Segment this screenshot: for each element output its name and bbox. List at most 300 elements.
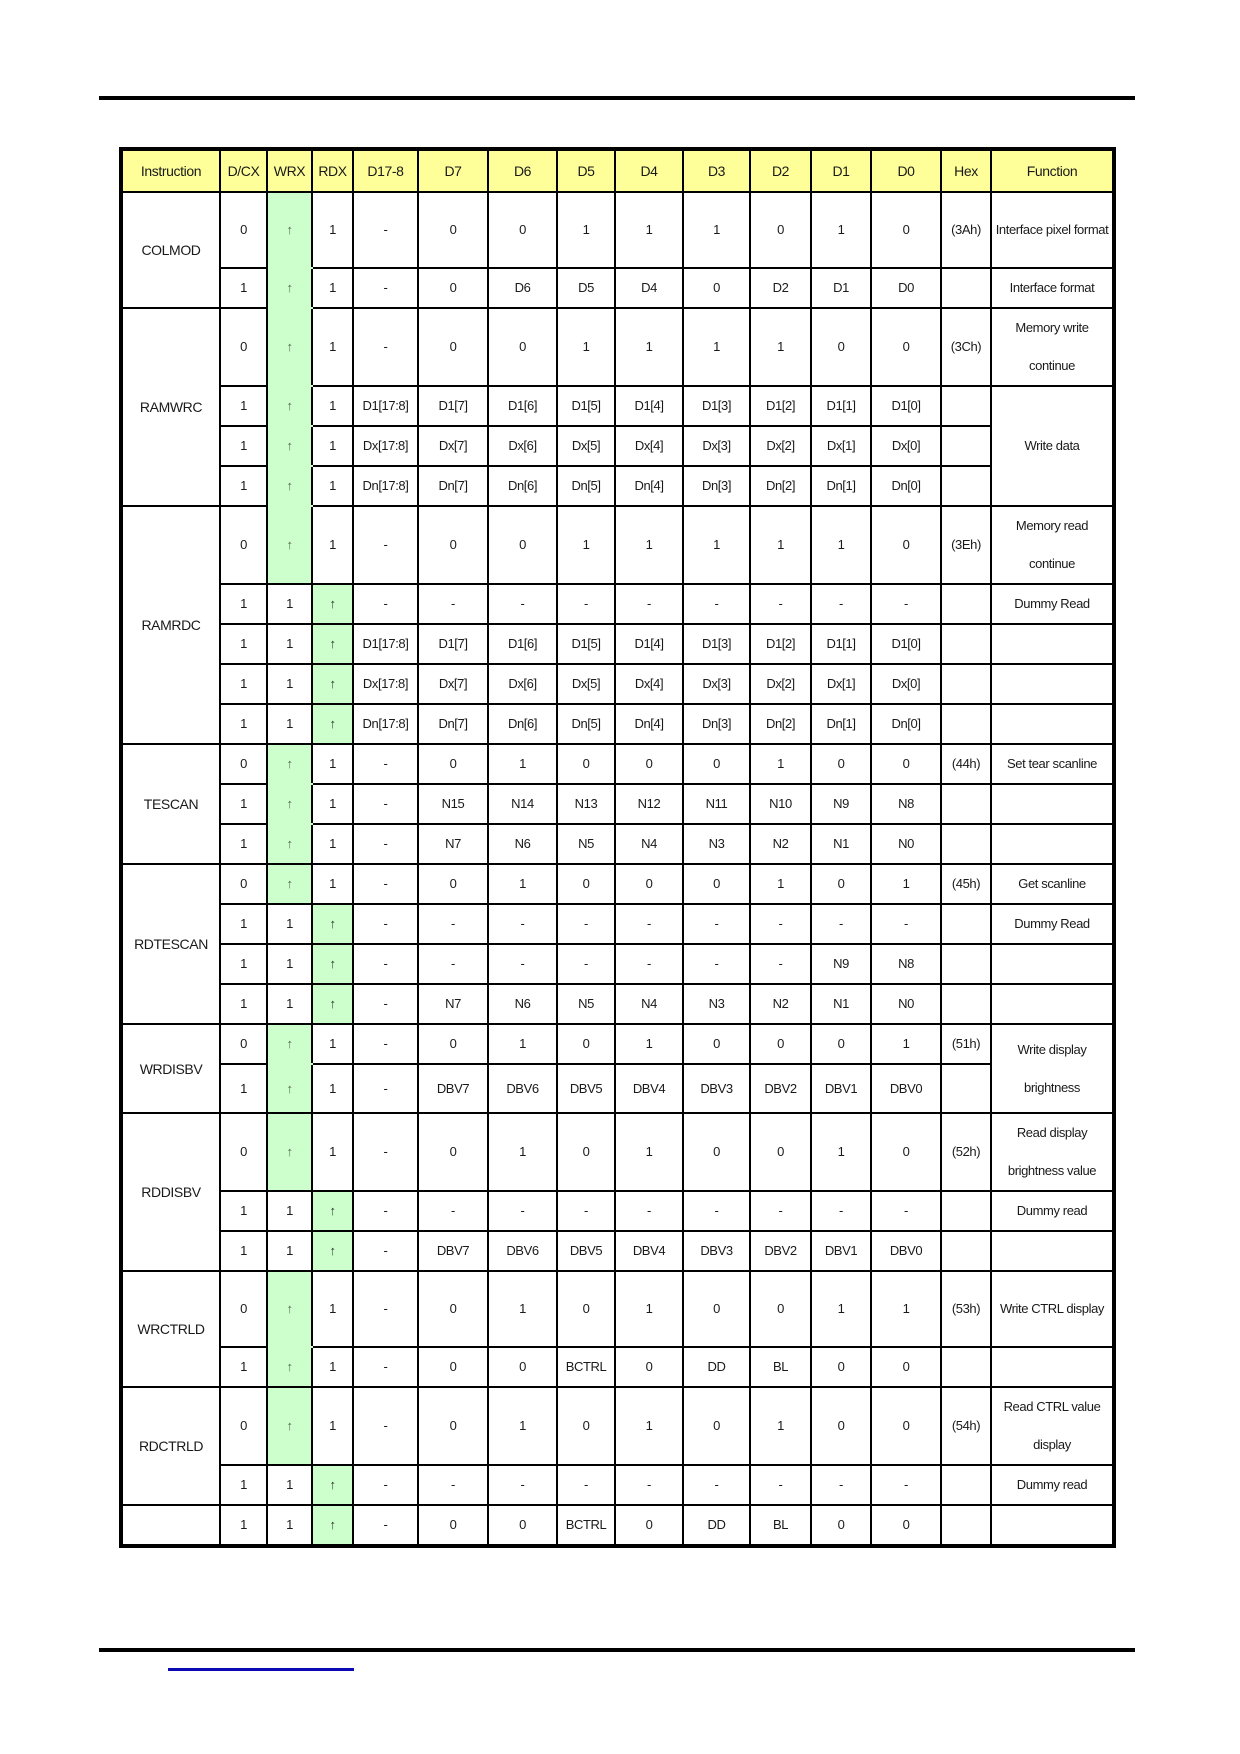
- cell-d5: -: [557, 944, 615, 984]
- header-hex: Hex: [941, 149, 991, 192]
- hex-code: (54h): [941, 1387, 991, 1465]
- function-description: Memory write continue: [991, 308, 1114, 386]
- table-row: [121, 1191, 1114, 1231]
- cell-d3: N11: [683, 784, 750, 824]
- cell-d17-8: -: [353, 1271, 418, 1347]
- cell-d7: -: [418, 904, 488, 944]
- hex-code: (45h): [941, 864, 991, 904]
- cell-d1: D1[1]: [811, 624, 871, 664]
- wrx-strobe-arrow-icon: ↑: [267, 466, 312, 506]
- wrx-strobe-arrow-icon: ↑: [267, 1024, 312, 1064]
- function-description: [991, 624, 1114, 664]
- wrx-strobe-arrow-icon: ↑: [267, 864, 312, 904]
- cell-d6: 0: [488, 1347, 557, 1387]
- cell-d2: N10: [750, 784, 811, 824]
- cell-d5: 0: [557, 1024, 615, 1064]
- cell-d2: BL: [750, 1505, 811, 1546]
- rdx-strobe-arrow-icon: ↑: [312, 1231, 353, 1271]
- cell-d2: Dn[2]: [750, 704, 811, 744]
- hex-code: (3Ch): [941, 308, 991, 386]
- cell-rdx: 1: [312, 824, 353, 864]
- function-description: Interface pixel format: [991, 192, 1114, 268]
- cell-dcx: 0: [220, 1113, 267, 1191]
- cell-d7: 0: [418, 744, 488, 784]
- cell-d0: -: [871, 1191, 941, 1231]
- cell-d1: 0: [811, 1387, 871, 1465]
- cell-rdx: 1: [312, 268, 353, 308]
- cell-d0: N0: [871, 824, 941, 864]
- cell-d5: 1: [557, 192, 615, 268]
- cell-d3: DBV3: [683, 1064, 750, 1113]
- cell-d1: 0: [811, 1347, 871, 1387]
- cell-d4: 1: [615, 1271, 683, 1347]
- cell-rdx: 1: [312, 1271, 353, 1347]
- function-description: Get scanline: [991, 864, 1114, 904]
- function-description: Read CTRL value display: [991, 1387, 1114, 1465]
- cell-dcx: 1: [220, 1191, 267, 1231]
- cell-d3: 0: [683, 1387, 750, 1465]
- cell-d3: DD: [683, 1347, 750, 1387]
- cell-rdx: 1: [312, 192, 353, 268]
- cell-rdx: 1: [312, 308, 353, 386]
- cell-d7: D1[7]: [418, 624, 488, 664]
- cell-d5: D1[5]: [557, 624, 615, 664]
- cell-d7: Dn[7]: [418, 466, 488, 506]
- cell-d1: DBV1: [811, 1064, 871, 1113]
- cell-d17-8: -: [353, 308, 418, 386]
- cell-d17-8: -: [353, 1024, 418, 1064]
- cell-d7: -: [418, 944, 488, 984]
- table-row: [121, 192, 1114, 268]
- cell-d2: -: [750, 904, 811, 944]
- cell-dcx: 1: [220, 944, 267, 984]
- wrx-strobe-arrow-icon: ↑: [267, 824, 312, 864]
- function-description: [991, 824, 1114, 864]
- rdx-strobe-arrow-icon: ↑: [312, 664, 353, 704]
- cell-d4: Dx[4]: [615, 426, 683, 466]
- cell-d5: Dx[5]: [557, 664, 615, 704]
- cell-d0: DBV0: [871, 1231, 941, 1271]
- cell-rdx: 1: [312, 864, 353, 904]
- cell-d5: -: [557, 904, 615, 944]
- cell-d1: 1: [811, 1271, 871, 1347]
- hex-code: [941, 426, 991, 466]
- cell-d3: N3: [683, 984, 750, 1024]
- cell-d1: 0: [811, 1024, 871, 1064]
- cell-d3: Dx[3]: [683, 426, 750, 466]
- cell-d5: Dx[5]: [557, 426, 615, 466]
- hex-code: [941, 1064, 991, 1113]
- header-d6: D6: [488, 149, 557, 192]
- table-row: [121, 1231, 1114, 1271]
- rdx-strobe-arrow-icon: ↑: [312, 1191, 353, 1231]
- cell-d6: 1: [488, 1271, 557, 1347]
- cell-d0: D1[0]: [871, 386, 941, 426]
- table-row: [121, 744, 1114, 784]
- hex-code: [941, 1505, 991, 1546]
- cell-dcx: 1: [220, 1064, 267, 1113]
- cell-d0: N8: [871, 784, 941, 824]
- cell-dcx: 0: [220, 1387, 267, 1465]
- table-row: [121, 1347, 1114, 1387]
- cell-d5: 1: [557, 506, 615, 584]
- table-row: [121, 864, 1114, 904]
- cell-wrx: 1: [267, 1505, 312, 1546]
- wrx-strobe-arrow-icon: ↑: [267, 784, 312, 824]
- cell-d2: DBV2: [750, 1064, 811, 1113]
- cell-d17-8: -: [353, 268, 418, 308]
- cell-d17-8: -: [353, 192, 418, 268]
- cell-dcx: 0: [220, 192, 267, 268]
- cell-d6: 0: [488, 308, 557, 386]
- cell-d6: -: [488, 904, 557, 944]
- wrx-strobe-arrow-icon: ↑: [267, 268, 312, 308]
- cell-d2: -: [750, 1465, 811, 1505]
- cell-d4: 1: [615, 1024, 683, 1064]
- cell-d2: 1: [750, 1387, 811, 1465]
- cell-rdx: 1: [312, 1387, 353, 1465]
- cell-d3: D1[3]: [683, 386, 750, 426]
- cell-wrx: 1: [267, 624, 312, 664]
- cell-d4: 1: [615, 1113, 683, 1191]
- cell-d7: -: [418, 584, 488, 624]
- cell-d6: 0: [488, 192, 557, 268]
- cell-d1: -: [811, 584, 871, 624]
- rdx-strobe-arrow-icon: ↑: [312, 904, 353, 944]
- cell-d7: 0: [418, 268, 488, 308]
- cell-d3: 1: [683, 506, 750, 584]
- cell-dcx: 1: [220, 466, 267, 506]
- cell-rdx: 1: [312, 1064, 353, 1113]
- cell-d2: Dx[2]: [750, 664, 811, 704]
- cell-d5: DBV5: [557, 1064, 615, 1113]
- cell-wrx: 1: [267, 944, 312, 984]
- cell-d3: DBV3: [683, 1231, 750, 1271]
- cell-d6: Dx[6]: [488, 664, 557, 704]
- cell-d5: 0: [557, 1387, 615, 1465]
- cell-d6: N6: [488, 824, 557, 864]
- cell-d0: 0: [871, 308, 941, 386]
- cell-d6: -: [488, 1191, 557, 1231]
- cell-d4: 1: [615, 192, 683, 268]
- function-description: Dummy Read: [991, 904, 1114, 944]
- cell-d5: D1[5]: [557, 386, 615, 426]
- header-d7: D7: [418, 149, 488, 192]
- cell-d1: N9: [811, 784, 871, 824]
- cell-d4: -: [615, 904, 683, 944]
- cell-d3: N3: [683, 824, 750, 864]
- cell-wrx: 1: [267, 1231, 312, 1271]
- header-rule: [99, 96, 1135, 100]
- cell-d2: N2: [750, 824, 811, 864]
- cell-d5: Dn[5]: [557, 466, 615, 506]
- header-d4: D4: [615, 149, 683, 192]
- cell-d0: 0: [871, 1113, 941, 1191]
- cell-d6: D6: [488, 268, 557, 308]
- cell-d2: 1: [750, 864, 811, 904]
- cell-d6: 1: [488, 1024, 557, 1064]
- cell-d2: -: [750, 944, 811, 984]
- cell-d3: -: [683, 944, 750, 984]
- cell-dcx: 0: [220, 1024, 267, 1064]
- cell-d1: DBV1: [811, 1231, 871, 1271]
- cell-dcx: 1: [220, 904, 267, 944]
- function-description: Write data: [991, 386, 1114, 506]
- table-row: [121, 624, 1114, 664]
- cell-d1: 0: [811, 308, 871, 386]
- hex-code: [941, 944, 991, 984]
- wrx-strobe-arrow-icon: ↑: [267, 308, 312, 386]
- wrx-strobe-arrow-icon: ↑: [267, 506, 312, 584]
- cell-d6: -: [488, 584, 557, 624]
- cell-d7: N7: [418, 824, 488, 864]
- hex-code: [941, 1231, 991, 1271]
- cell-d17-8: Dx[17:8]: [353, 664, 418, 704]
- cell-rdx: 1: [312, 1024, 353, 1064]
- cell-d6: 1: [488, 1113, 557, 1191]
- cell-d1: Dx[1]: [811, 664, 871, 704]
- cell-d6: D1[6]: [488, 386, 557, 426]
- cell-d0: 0: [871, 1347, 941, 1387]
- cell-d0: D0: [871, 268, 941, 308]
- cell-d4: 0: [615, 744, 683, 784]
- function-description: [991, 1231, 1114, 1271]
- hex-code: (53h): [941, 1271, 991, 1347]
- cell-d5: D5: [557, 268, 615, 308]
- cell-dcx: 1: [220, 784, 267, 824]
- cell-d7: N7: [418, 984, 488, 1024]
- hex-code: (3Ah): [941, 192, 991, 268]
- instruction-name: RDDISBV: [121, 1113, 220, 1271]
- cell-d2: D2: [750, 268, 811, 308]
- footer-link[interactable]: [168, 1668, 354, 1671]
- cell-dcx: 1: [220, 1465, 267, 1505]
- cell-d1: 0: [811, 1505, 871, 1546]
- cell-d0: Dn[0]: [871, 466, 941, 506]
- cell-wrx: 1: [267, 1465, 312, 1505]
- cell-d1: Dn[1]: [811, 704, 871, 744]
- cell-d7: DBV7: [418, 1231, 488, 1271]
- wrx-strobe-arrow-icon: ↑: [267, 1064, 312, 1113]
- hex-code: [941, 904, 991, 944]
- hex-code: [941, 984, 991, 1024]
- cell-d6: 0: [488, 506, 557, 584]
- function-description: [991, 984, 1114, 1024]
- cell-d4: D4: [615, 268, 683, 308]
- cell-dcx: 1: [220, 1347, 267, 1387]
- cell-dcx: 1: [220, 704, 267, 744]
- table-row: [121, 784, 1114, 824]
- table-row: [121, 704, 1114, 744]
- cell-d6: N6: [488, 984, 557, 1024]
- cell-d0: -: [871, 904, 941, 944]
- hex-code: [941, 268, 991, 308]
- cell-d2: Dn[2]: [750, 466, 811, 506]
- table-row: [121, 1024, 1114, 1064]
- cell-d3: -: [683, 1191, 750, 1231]
- cell-d3: 0: [683, 744, 750, 784]
- cell-d17-8: -: [353, 1465, 418, 1505]
- cell-d7: DBV7: [418, 1064, 488, 1113]
- function-description: Write display brightness: [991, 1024, 1114, 1113]
- cell-d7: 0: [418, 506, 488, 584]
- function-description: Dummy read: [991, 1191, 1114, 1231]
- cell-d17-8: Dn[17:8]: [353, 466, 418, 506]
- table-row: [121, 308, 1114, 386]
- cell-d0: DBV0: [871, 1064, 941, 1113]
- cell-d4: D1[4]: [615, 386, 683, 426]
- cell-d7: N15: [418, 784, 488, 824]
- cell-d7: 0: [418, 1347, 488, 1387]
- cell-d4: N4: [615, 984, 683, 1024]
- cell-d3: 0: [683, 1271, 750, 1347]
- cell-d3: 1: [683, 308, 750, 386]
- cell-d0: N0: [871, 984, 941, 1024]
- wrx-strobe-arrow-icon: ↑: [267, 744, 312, 784]
- cell-d17-8: D1[17:8]: [353, 386, 418, 426]
- cell-d4: N4: [615, 824, 683, 864]
- cell-d7: D1[7]: [418, 386, 488, 426]
- rdx-strobe-arrow-icon: ↑: [312, 624, 353, 664]
- cell-d17-8: -: [353, 864, 418, 904]
- function-description: Write CTRL display: [991, 1271, 1114, 1347]
- hex-code: (52h): [941, 1113, 991, 1191]
- cell-d3: Dn[3]: [683, 704, 750, 744]
- header-wrx: WRX: [267, 149, 312, 192]
- table-row: [121, 386, 1114, 426]
- table-row: [121, 1465, 1114, 1505]
- cell-rdx: 1: [312, 1347, 353, 1387]
- cell-d0: -: [871, 584, 941, 624]
- cell-d6: -: [488, 1465, 557, 1505]
- header-d17-8: D17-8: [353, 149, 418, 192]
- hex-code: [941, 386, 991, 426]
- rdx-strobe-arrow-icon: ↑: [312, 1505, 353, 1546]
- cell-d5: -: [557, 1465, 615, 1505]
- cell-wrx: 1: [267, 904, 312, 944]
- table-row: [121, 944, 1114, 984]
- header-instruction: Instruction: [121, 149, 220, 192]
- cell-d17-8: -: [353, 1387, 418, 1465]
- cell-d6: DBV6: [488, 1231, 557, 1271]
- cell-d0: 0: [871, 1387, 941, 1465]
- cell-d5: 1: [557, 308, 615, 386]
- cell-d17-8: -: [353, 1347, 418, 1387]
- cell-d6: 1: [488, 864, 557, 904]
- cell-d17-8: -: [353, 1191, 418, 1231]
- cell-d17-8: -: [353, 1505, 418, 1546]
- cell-d17-8: -: [353, 824, 418, 864]
- cell-d1: 0: [811, 864, 871, 904]
- cell-d5: Dn[5]: [557, 704, 615, 744]
- cell-d7: -: [418, 1465, 488, 1505]
- command-table: [119, 147, 1116, 1548]
- cell-d2: Dx[2]: [750, 426, 811, 466]
- cell-dcx: 1: [220, 1231, 267, 1271]
- cell-d0: 0: [871, 744, 941, 784]
- header-d0: D0: [871, 149, 941, 192]
- cell-d17-8: -: [353, 506, 418, 584]
- function-description: Interface format: [991, 268, 1114, 308]
- cell-d7: 0: [418, 1113, 488, 1191]
- cell-dcx: 1: [220, 426, 267, 466]
- cell-d0: Dx[0]: [871, 664, 941, 704]
- cell-dcx: 0: [220, 506, 267, 584]
- cell-d0: 1: [871, 864, 941, 904]
- cell-d3: 0: [683, 1024, 750, 1064]
- cell-d1: 1: [811, 192, 871, 268]
- cell-d5: 0: [557, 864, 615, 904]
- cell-d0: Dn[0]: [871, 704, 941, 744]
- cell-d6: DBV6: [488, 1064, 557, 1113]
- cell-d2: DBV2: [750, 1231, 811, 1271]
- function-description: Dummy read: [991, 1465, 1114, 1505]
- header-dcx: D/CX: [220, 149, 267, 192]
- wrx-strobe-arrow-icon: ↑: [267, 1387, 312, 1465]
- cell-dcx: 0: [220, 1271, 267, 1347]
- cell-d5: 0: [557, 744, 615, 784]
- cell-d2: 0: [750, 1113, 811, 1191]
- cell-d6: N14: [488, 784, 557, 824]
- cell-d17-8: -: [353, 904, 418, 944]
- hex-code: [941, 624, 991, 664]
- cell-d5: 0: [557, 1271, 615, 1347]
- cell-d3: D1[3]: [683, 624, 750, 664]
- wrx-strobe-arrow-icon: ↑: [267, 426, 312, 466]
- table-row: [121, 1387, 1114, 1465]
- table-row: [121, 1271, 1114, 1347]
- function-description: [991, 1347, 1114, 1387]
- cell-rdx: 1: [312, 784, 353, 824]
- cell-d2: -: [750, 1191, 811, 1231]
- cell-dcx: 0: [220, 744, 267, 784]
- cell-d4: 1: [615, 506, 683, 584]
- cell-d4: -: [615, 1465, 683, 1505]
- table-row: [121, 268, 1114, 308]
- hex-code: [941, 664, 991, 704]
- cell-rdx: 1: [312, 466, 353, 506]
- header-rdx: RDX: [312, 149, 353, 192]
- cell-d5: 0: [557, 1113, 615, 1191]
- cell-d4: Dn[4]: [615, 704, 683, 744]
- cell-d17-8: -: [353, 784, 418, 824]
- cell-wrx: 1: [267, 984, 312, 1024]
- table-row: [121, 824, 1114, 864]
- cell-d2: BL: [750, 1347, 811, 1387]
- table-row: [121, 584, 1114, 624]
- table-row: [121, 1113, 1114, 1191]
- header-d5: D5: [557, 149, 615, 192]
- function-description: [991, 784, 1114, 824]
- cell-d3: DD: [683, 1505, 750, 1546]
- cell-dcx: 1: [220, 268, 267, 308]
- table-row: [121, 466, 1114, 506]
- cell-d17-8: -: [353, 984, 418, 1024]
- cell-d1: N1: [811, 984, 871, 1024]
- cell-d2: D1[2]: [750, 624, 811, 664]
- instruction-name: RDTESCAN: [121, 864, 220, 1024]
- wrx-strobe-arrow-icon: ↑: [267, 386, 312, 426]
- cell-d4: 1: [615, 308, 683, 386]
- cell-d5: N5: [557, 984, 615, 1024]
- cell-d3: -: [683, 1465, 750, 1505]
- cell-d17-8: Dx[17:8]: [353, 426, 418, 466]
- table-row: [121, 506, 1114, 584]
- cell-d1: N1: [811, 824, 871, 864]
- cell-rdx: 1: [312, 386, 353, 426]
- cell-d4: -: [615, 944, 683, 984]
- cell-d7: 0: [418, 1387, 488, 1465]
